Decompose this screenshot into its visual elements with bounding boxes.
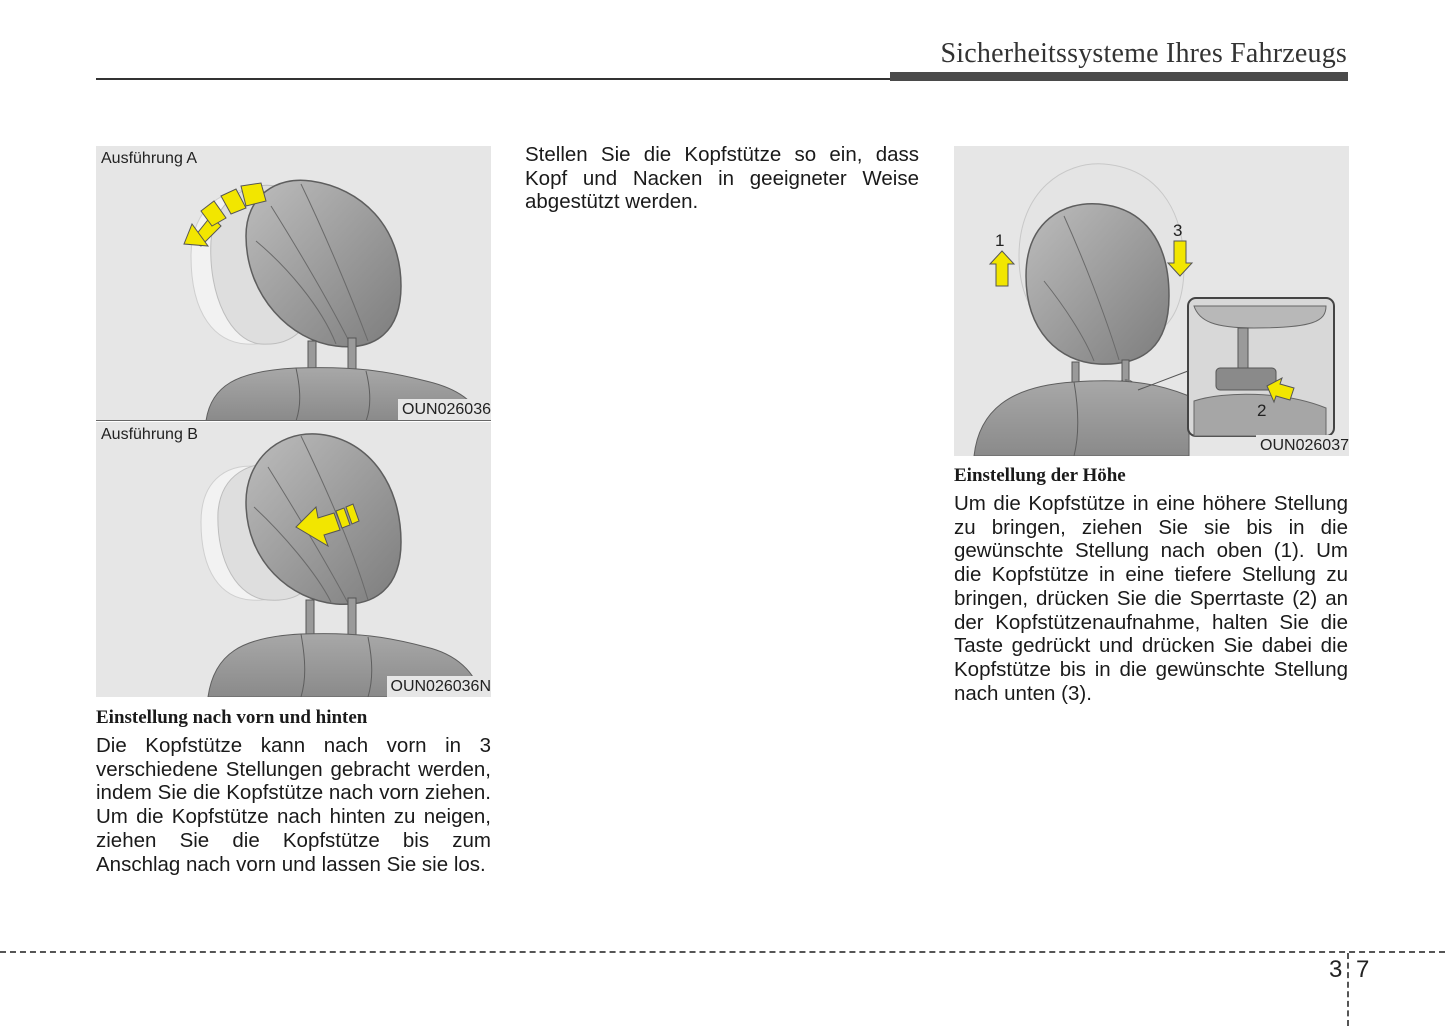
callout-3: 3	[1173, 221, 1183, 240]
heading-forward-backward: Einstellung nach vorn und hinten	[96, 707, 368, 728]
headrest-illustration-b	[96, 422, 491, 697]
footer-dashed-divider	[1347, 953, 1349, 1026]
running-header-title: Sicherheitssysteme Ihres Fahrzeugs	[940, 38, 1347, 69]
figure-a-label: Ausführung A	[101, 150, 198, 167]
detail-inset	[1188, 298, 1334, 436]
figure-b-code: OUN026036N	[387, 676, 492, 697]
up-arrow-icon	[990, 251, 1014, 286]
page-number: 7	[1356, 956, 1370, 983]
headrest-illustration-a	[96, 146, 491, 421]
callout-2: 2	[1257, 401, 1267, 420]
figure-c-code: OUN026037	[1256, 435, 1349, 456]
figure-a-code: OUN026036	[398, 399, 491, 420]
figure-headrest-version-b	[96, 422, 491, 697]
heading-height-adjustment: Einstellung der Höhe	[954, 465, 1126, 486]
paragraph-height-adjustment: Um die Kopfstütze in eine höhere Stellung zu bringen, ziehen Sie sie bis in die gewünschte Stellung nach oben (1). Um die Kopfstütze in eine tiefere Stellung zu bringen, drücken Sie die Sperrtaste (2) an der Kopfstützenaufnahme, halten Sie die Taste gedrückt und drücken Sie dabei die Kopfstütze bis in die gewünschte Stellung nach unten (3).	[954, 492, 1348, 705]
figure-headrest-version-a	[96, 146, 491, 421]
footer-dashed-rule	[0, 951, 1445, 953]
header-rule-thick	[890, 72, 1348, 81]
header-rule-thin	[96, 78, 892, 80]
figure-headrest-height	[954, 146, 1349, 456]
paragraph-forward-backward: Die Kopfstütze kann nach vorn in 3 verschiedene Stellungen gebracht werden, indem Sie die Kopfstütze nach vorn ziehen. Um die Kopfstütze nach hinten zu neigen, ziehen Sie die Kopfstütze bis zum Anschlag nach vorn und lassen Sie sie los.	[96, 734, 491, 876]
page-chapter-number: 3	[1329, 956, 1343, 983]
callout-1: 1	[995, 231, 1005, 250]
figure-b-label: Ausführung B	[101, 426, 198, 443]
paragraph-adjust-support: Stellen Sie die Kopfstütze so ein, dass Kopf und Nacken in geeigneter Weise abgestützt werden.	[525, 143, 919, 214]
headrest-illustration-c	[954, 146, 1349, 456]
